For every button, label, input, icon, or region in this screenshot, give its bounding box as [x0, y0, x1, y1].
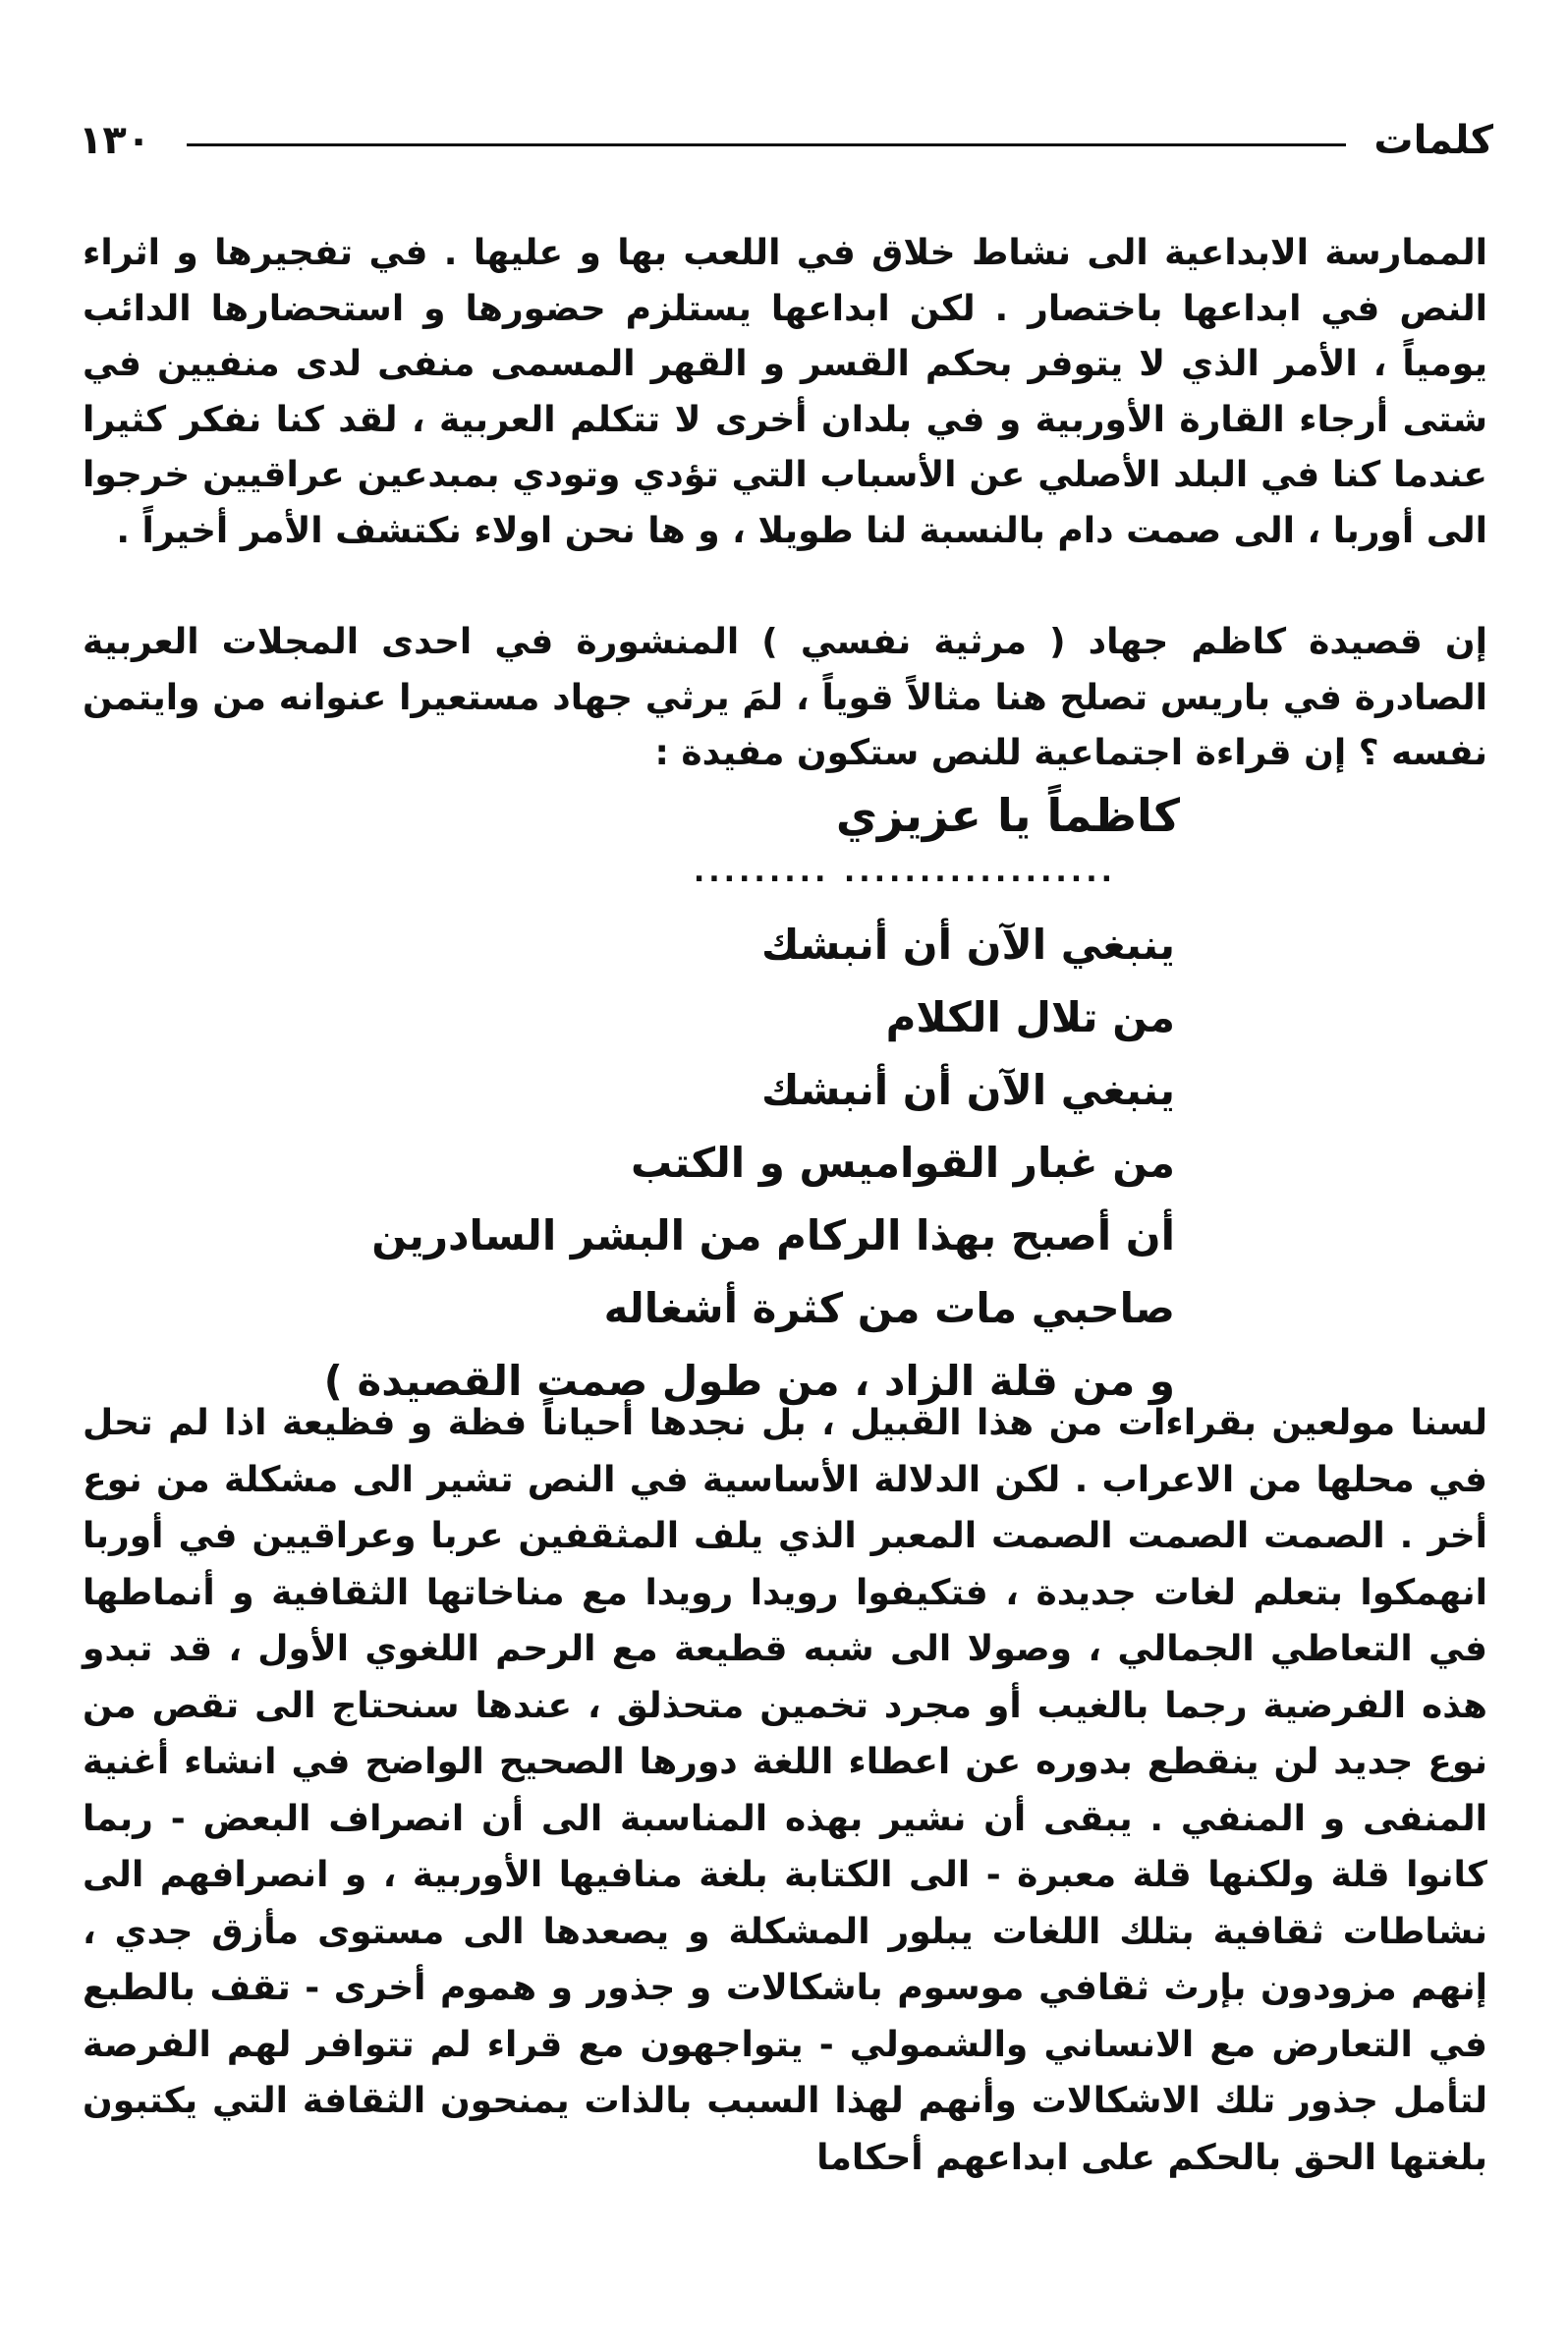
paragraph-3: لسنا مولعين بقراءات من هذا القبيل ، بل نجدها أحياناً فظة و فظيعة اذا لم تحل في محلها من الاعراب . لكن الدلالة الأساسية في النص تشير الى مشكلة من نوع أخر . الصمت الصمت الصمت المعبر الذي يلف المثقفين عربا وعراقيين في أوربا انهمكوا بتعلم لغات جديدة ، فتكيفوا رويدا رويدا مع مناخاتها الثقافية و أنماطها في التعاطي الجمالي ، وصولا الى شبه قطيعة مع الرحم اللغوي الأول ، قد تبدو هذه الفرضية رجما بالغيب أو مجرد تخمين متحذلق ، عندها سنحتاج الى تقص من نوع جديد لن ينقطع بدوره عن اعطاء اللغة دورها الصحيح الواضح في انشاء أغنية المنفى و المنفي . يبقى أن نشير بهذه المناسبة الى أن انصراف البعض - ربما كانوا قلة ولكنها قلة معبرة - الى الكتابة بلغة منافيها الأوربية ، و انصرافهم الى نشاطات ثقافية بتلك اللغات يبلور المشكلة و يصعدها الى مستوى مأزق جدي ، إنهم مزودون بإرث ثقافي موسوم باشكالات و جذور و هموم أخرى - تقف بالطبع في التعارض مع الانساني والشمولي - يتواجهون مع قراء لم تتوافر لهم الفرصة لتأمل جذور تلك الاشكالات وأنهم لهذا السبب بالذات يمنحون الثقافة التي يكتبون بلغتها الحق بالحكم على ابداعهم أحكاما	[83, 1403, 1487, 2178]
poem-line: من تلال الكلام	[885, 993, 1175, 1041]
paragraph-1: الممارسة الابداعية الى نشاط خلاق في اللعب بها و عليها . في تفجيرها و اثراء النص في ابداعها باختصار . لكن ابداعها يستلزم حضورها و استحضارها الدائب يومياً ، الأمر الذي لا يتوفر بحكم القسر و القهر المسمى منفى لدى منفيين في شتى أرجاء القارة الأوربية و في بلدان أخرى لا تتكلم العربية ، لقد كنا نفكر كثيرا عندما كنا في البلد الأصلي عن الأسباب التي تؤدي وتودي بمبدعين عراقيين خرجوا الى أوربا ، الى صمت دام بالنسبة لنا طويلا ، و ها نحن اولاء نكتشف الأمر أخيراً .	[83, 233, 1487, 551]
poem-line: ينبغي الآن أن أنبشك	[760, 1066, 1175, 1114]
page-number: ١٣٠	[79, 118, 151, 163]
paragraph-2: إن قصيدة كاظم جهاد ( مرثية نفسي ) المنشورة في احدى المجلات العربية الصادرة في باريس تصلح هنا مثالاً قوياً ، لمَ يرثي جهاد مستعيرا عنوانه من وايتمن نفسه ؟ إن قراءة اجتماعية للنص ستكون مفيدة :	[83, 622, 1487, 773]
poem-line: أن أصبح بهذا الركام من البشر السادرين	[371, 1211, 1175, 1259]
running-title: كلمات	[1373, 118, 1493, 163]
poem-line: ينبغي الآن أن أنبشك	[760, 921, 1175, 969]
page-header	[79, 116, 1493, 165]
poem-separator: ......... ..................	[693, 855, 1116, 889]
poem-line: و من قلة الزاد ، من طول صمت القصيدة )	[323, 1357, 1175, 1405]
poem-title: كاظماً يا عزيزي	[835, 789, 1180, 842]
poem	[193, 909, 1175, 1418]
header-rule	[187, 143, 1346, 146]
poem-line: من غبار القواميس و الكتب	[630, 1139, 1175, 1187]
poem-line: صاحبي مات من كثرة أشغاله	[603, 1284, 1175, 1332]
